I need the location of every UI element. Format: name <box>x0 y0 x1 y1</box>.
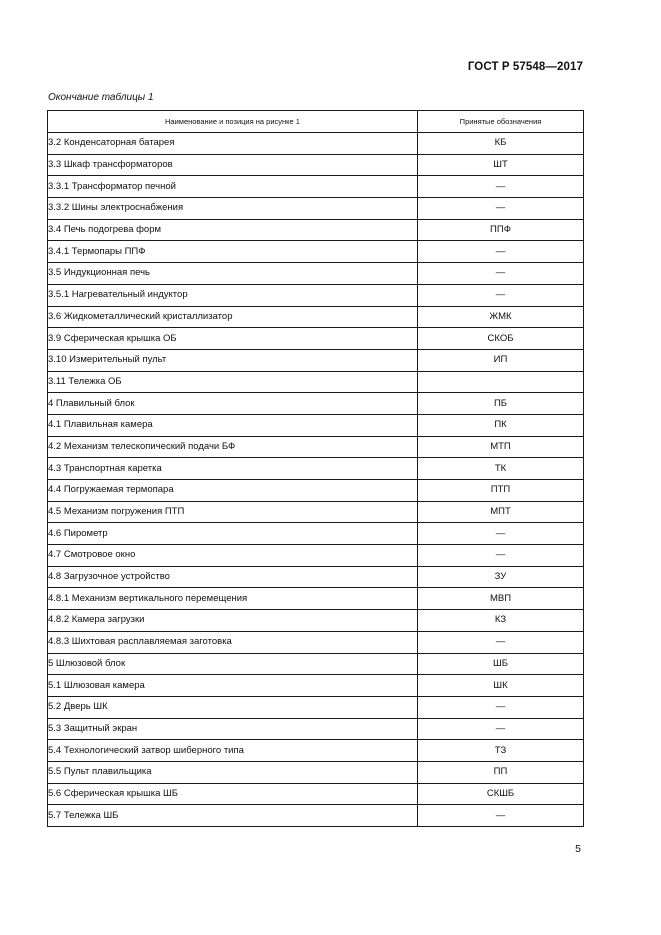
row-name-cell: 5.6 Сферическая крышка ШБ <box>48 783 418 805</box>
row-code-cell: — <box>418 805 584 827</box>
row-code-cell: — <box>418 284 584 306</box>
row-name-cell: 3.3.2 Шины электроснабжения <box>48 198 418 220</box>
row-code-cell: ТЗ <box>418 740 584 762</box>
table-row <box>48 480 584 502</box>
table-row <box>48 198 584 220</box>
row-name-cell: 4.7 Смотровое окно <box>48 545 418 567</box>
row-code-cell: ШК <box>418 675 584 697</box>
row-code-cell: — <box>418 696 584 718</box>
row-name-cell: 5.7 Тележка ШБ <box>48 805 418 827</box>
row-code-cell: — <box>418 241 584 263</box>
row-name-cell: 5.4 Технологический затвор шиберного типа <box>48 740 418 762</box>
table-row <box>48 805 584 827</box>
table-row <box>48 501 584 523</box>
row-code-cell: ПП <box>418 761 584 783</box>
table-row <box>48 545 584 567</box>
table-row <box>48 653 584 675</box>
row-code-cell: ППФ <box>418 219 584 241</box>
row-code-cell: МТП <box>418 436 584 458</box>
table-row <box>48 393 584 415</box>
row-code-cell: ШТ <box>418 154 584 176</box>
table-row <box>48 566 584 588</box>
row-code-cell: СКОБ <box>418 328 584 350</box>
table-caption: Окончание таблицы 1 <box>48 92 154 103</box>
column-header-name: Наименование и позиция на рисунке 1 <box>48 111 418 133</box>
row-name-cell: 4.8.2 Камера загрузки <box>48 610 418 632</box>
row-name-cell: 4.8.3 Шихтовая расплавляемая заготовка <box>48 631 418 653</box>
table-row <box>48 306 584 328</box>
row-name-cell: 4.1 Плавильная камера <box>48 414 418 436</box>
table-body <box>48 133 584 827</box>
row-name-cell: 4.3 Транспортная каретка <box>48 458 418 480</box>
table-row <box>48 718 584 740</box>
table-row <box>48 371 584 393</box>
row-name-cell: 5.1 Шлюзовая камера <box>48 675 418 697</box>
row-name-cell: 3.4 Печь подогрева форм <box>48 219 418 241</box>
row-name-cell: 3.9 Сферическая крышка ОБ <box>48 328 418 350</box>
row-code-cell: — <box>418 631 584 653</box>
row-name-cell: 3.5.1 Нагревательный индуктор <box>48 284 418 306</box>
table-row <box>48 783 584 805</box>
table-row <box>48 458 584 480</box>
table-row <box>48 284 584 306</box>
row-name-cell: 3.3 Шкаф трансформаторов <box>48 154 418 176</box>
row-code-cell: — <box>418 176 584 198</box>
row-code-cell: — <box>418 198 584 220</box>
row-name-cell: 3.11 Тележка ОБ <box>48 371 418 393</box>
row-code-cell: — <box>418 718 584 740</box>
column-header-code: Принятые обозначения <box>418 111 584 133</box>
row-name-cell: 3.10 Измерительный пульт <box>48 349 418 371</box>
row-code-cell: ПТП <box>418 480 584 502</box>
row-code-cell <box>418 371 584 393</box>
table-row <box>48 610 584 632</box>
table-row <box>48 241 584 263</box>
row-code-cell: ШБ <box>418 653 584 675</box>
table-row <box>48 133 584 155</box>
row-name-cell: 3.3.1 Трансформатор печной <box>48 176 418 198</box>
row-name-cell: 4.4 Погружаемая термопара <box>48 480 418 502</box>
row-code-cell: — <box>418 263 584 285</box>
table-row <box>48 414 584 436</box>
row-code-cell: МПТ <box>418 501 584 523</box>
table-row <box>48 696 584 718</box>
row-code-cell: КБ <box>418 133 584 155</box>
row-name-cell: 5 Шлюзовой блок <box>48 653 418 675</box>
row-code-cell: КЗ <box>418 610 584 632</box>
table-row <box>48 523 584 545</box>
row-code-cell: — <box>418 523 584 545</box>
row-name-cell: 3.2 Конденсаторная батарея <box>48 133 418 155</box>
row-code-cell: ПК <box>418 414 584 436</box>
row-code-cell: ИП <box>418 349 584 371</box>
table-row <box>48 349 584 371</box>
table-row <box>48 740 584 762</box>
document-code: ГОСТ Р 57548—2017 <box>467 61 583 73</box>
table-row <box>48 263 584 285</box>
row-name-cell: 5.5 Пульт плавильщика <box>48 761 418 783</box>
table-row <box>48 328 584 350</box>
row-code-cell: ПБ <box>418 393 584 415</box>
table-row <box>48 176 584 198</box>
table-row <box>48 631 584 653</box>
row-code-cell: — <box>418 545 584 567</box>
row-name-cell: 5.2 Дверь ШК <box>48 696 418 718</box>
table-row <box>48 154 584 176</box>
row-name-cell: 4.5 Механизм погружения ПТП <box>48 501 418 523</box>
row-name-cell: 3.5 Индукционная печь <box>48 263 418 285</box>
row-name-cell: 3.4.1 Термопары ППФ <box>48 241 418 263</box>
row-code-cell: ЗУ <box>418 566 584 588</box>
row-name-cell: 4 Плавильный блок <box>48 393 418 415</box>
row-name-cell: 4.8.1 Механизм вертикального перемещения <box>48 588 418 610</box>
row-code-cell: СКШБ <box>418 783 584 805</box>
row-code-cell: МВП <box>418 588 584 610</box>
row-code-cell: ЖМК <box>418 306 584 328</box>
table-row <box>48 588 584 610</box>
row-name-cell: 4.6 Пирометр <box>48 523 418 545</box>
table-header-row <box>48 111 584 133</box>
table-row <box>48 761 584 783</box>
table-row <box>48 675 584 697</box>
table-row <box>48 219 584 241</box>
designations-table <box>47 110 584 827</box>
row-name-cell: 5.3 Защитный экран <box>48 718 418 740</box>
row-name-cell: 4.2 Механизм телескопический подачи БФ <box>48 436 418 458</box>
row-name-cell: 3.6 Жидкометаллический кристаллизатор <box>48 306 418 328</box>
row-name-cell: 4.8 Загрузочное устройство <box>48 566 418 588</box>
page-number: 5 <box>575 843 581 855</box>
table-row <box>48 436 584 458</box>
row-code-cell: ТК <box>418 458 584 480</box>
